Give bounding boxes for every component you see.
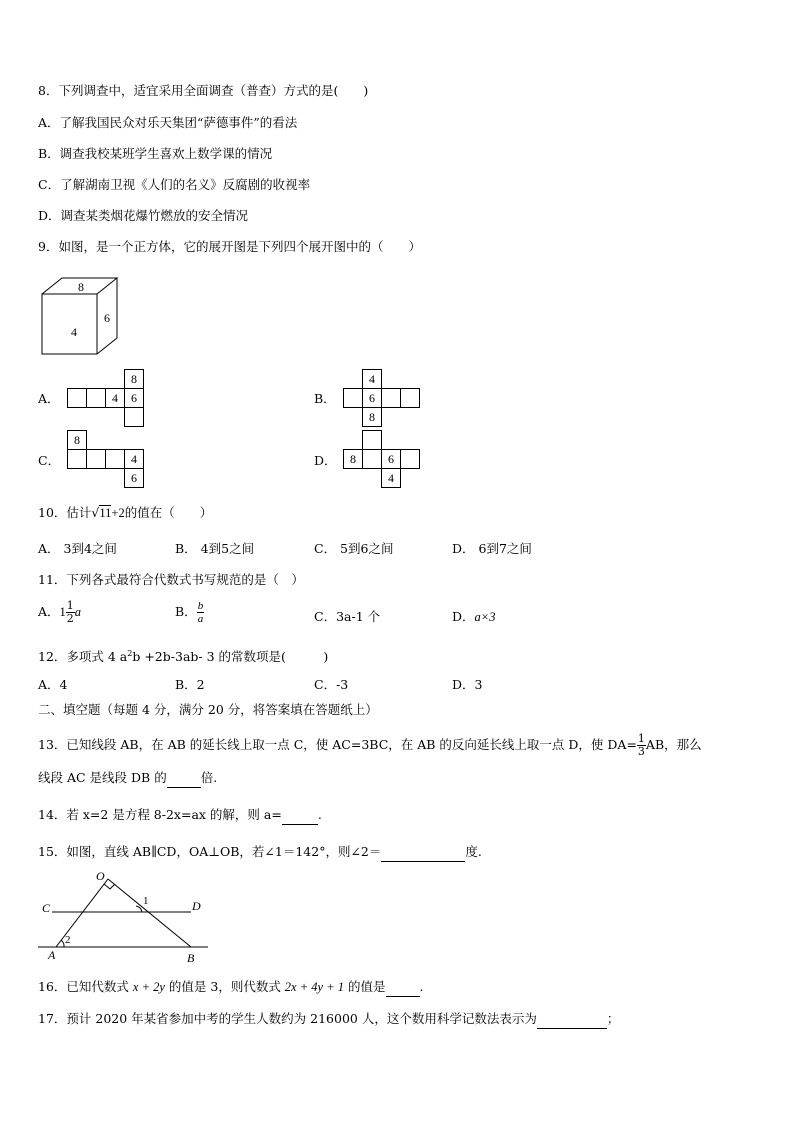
q13-line1-pre: 13．已知线段 AB，在 AB 的延长线上取一点 C，使 AC=3BC，在 AB 的反向延长线上取一点 D，使 DA= <box>38 737 637 752</box>
net-a-cell: 6 <box>125 389 144 408</box>
net-a-cell: 8 <box>125 370 144 389</box>
q17-post: ； <box>606 1011 620 1026</box>
q8-option-d: D．调查某类烟花爆竹燃放的安全情况 <box>38 208 249 223</box>
q16-expr1: x + 2y <box>132 980 165 994</box>
q9-option-c-label: C． <box>38 453 61 468</box>
q10-option-a: A． 3到4之间 <box>38 541 117 556</box>
q10-option-d: D． 6到7之间 <box>452 541 532 556</box>
q11-d-label: D． <box>452 609 475 624</box>
cube-right-label: 6 <box>104 311 110 325</box>
cube-figure <box>40 276 130 358</box>
q12-option-b: B．2 <box>175 677 205 692</box>
q16-mid: 的值是 3，则代数式 <box>164 979 285 994</box>
q12-sup: 2 <box>127 649 133 658</box>
q14-answer-blank[interactable] <box>282 806 318 825</box>
q15-pre: 15．如图，直线 AB∥CD，OA⊥OB，若∠1＝142°，则∠2＝ <box>38 844 382 859</box>
angle-2-label: 2 <box>65 934 71 946</box>
q10-plus: +2 <box>111 506 125 520</box>
q11-b-label: B． <box>175 604 197 619</box>
q12-stem-post: b +2b-3ab- 3 的常数项是( ) <box>132 649 329 665</box>
q13-den: 3 <box>637 745 645 758</box>
q11-a-label: A． <box>38 604 60 619</box>
cube-top-label: 8 <box>78 280 84 294</box>
q10-option-c: C． 5到6之间 <box>314 541 394 556</box>
cube-front-label: 4 <box>71 325 77 339</box>
q9-option-a-label: A． <box>38 391 60 406</box>
net-c-cell: 8 <box>68 431 87 450</box>
net-c-cell: 6 <box>125 469 144 488</box>
q11-a-var: a <box>74 605 82 619</box>
q11-option-d <box>452 608 495 626</box>
q12-stem-pre: 12．多项式 4 a <box>38 649 128 665</box>
q16-answer-blank[interactable] <box>386 978 420 997</box>
q13-num: 1 <box>637 732 645 745</box>
q8-option-c: C．了解湖南卫视《人们的名义》反腐剧的收视率 <box>38 177 311 192</box>
q17 <box>38 1010 619 1029</box>
q16-pre: 16．已知代数式 <box>38 979 133 994</box>
q10-option-b: B． 4到5之间 <box>175 541 255 556</box>
q11-option-b <box>175 600 204 625</box>
net-b <box>343 369 420 427</box>
net-d-cell: 8 <box>344 450 363 469</box>
q12-option-d: D．3 <box>452 677 483 692</box>
q16-post: 的值是 <box>344 979 386 994</box>
q13-answer-blank[interactable] <box>167 769 201 788</box>
q13-fraction <box>637 733 646 758</box>
q11-stem: 11．下列各式最符合代数式书写规范的是（ ） <box>38 572 304 587</box>
parallel-lines-figure <box>36 866 216 966</box>
point-o-label: O <box>96 869 105 883</box>
net-c-cell: 4 <box>125 450 144 469</box>
q11-b-den: a <box>197 613 204 625</box>
q10-suffix: 的值在（ ） <box>124 505 213 520</box>
net-b-cell: 4 <box>363 370 382 389</box>
q11-option-c: C．3a-1 个 <box>314 609 381 624</box>
q8-option-a: A．了解我国民众对乐天集团“萨德事件”的看法 <box>38 115 298 130</box>
q15 <box>38 843 482 862</box>
q8-stem: 8．下列调查中，适宜采用全面调查（普查）方式的是( ) <box>38 83 369 98</box>
q16 <box>38 978 423 997</box>
q13-line1-post: AB，那么 <box>645 737 702 752</box>
q12-stem <box>38 645 328 666</box>
q13-line1 <box>38 733 702 758</box>
net-b-cell: 8 <box>363 408 382 427</box>
q11-a-fraction <box>66 600 75 625</box>
point-d-label: D <box>192 899 201 913</box>
q11-a-den: 2 <box>66 612 74 625</box>
q10-stem <box>38 504 212 522</box>
q12-option-a: A．4 <box>38 677 68 692</box>
q11-b-num: b <box>197 600 204 612</box>
section-heading: 二、填空题（每题 4 分，满分 20 分，将答案填在答题纸上） <box>38 702 378 717</box>
q12-option-c: C．-3 <box>314 677 349 692</box>
q10-radicand: 11 <box>99 506 112 520</box>
q11-a-num: 1 <box>66 599 74 612</box>
q15-answer-blank[interactable] <box>381 843 465 862</box>
net-d-cell: 6 <box>382 450 401 469</box>
q13-line2-post: 倍. <box>200 770 218 785</box>
q9-option-d-label: D． <box>314 453 337 468</box>
q10-prefix: 10．估计 <box>38 505 92 520</box>
q8-option-b: B．调查我校某班学生喜欢上数学课的情况 <box>38 146 273 161</box>
q14-pre: 14．若 x=2 是方程 8-2x=ax 的解，则 a= <box>38 807 282 822</box>
net-d-cell: 4 <box>382 469 401 488</box>
angle-1-label: 1 <box>143 895 149 907</box>
net-a-cell: 4 <box>106 389 125 408</box>
net-a <box>67 369 144 427</box>
point-c-label: C <box>42 901 51 915</box>
q17-pre: 17．预计 2020 年某省参加中考的学生人数约为 216000 人，这个数用科学记数法表示为 <box>38 1011 537 1026</box>
q11-b-fraction <box>197 600 205 625</box>
q9-stem: 9．如图，是一个正方体，它的展开图是下列四个展开图中的（ ） <box>38 239 421 254</box>
q17-answer-blank[interactable] <box>537 1010 607 1029</box>
net-d <box>343 430 420 488</box>
q11-d-expr: a×3 <box>474 610 496 624</box>
q14 <box>38 806 322 825</box>
point-a-label: A <box>48 948 56 962</box>
q11-a-whole: 1 <box>59 605 66 619</box>
sqrt-symbol: √ <box>91 505 100 520</box>
q11-option-a <box>38 600 81 625</box>
q14-post: . <box>317 807 322 822</box>
q16-expr2: 2x + 4y + 1 <box>284 980 345 994</box>
q9-option-b-label: B． <box>314 391 336 406</box>
net-c <box>67 430 144 488</box>
net-b-cell: 6 <box>363 389 382 408</box>
q13-line2 <box>38 769 217 788</box>
q16-end: . <box>419 979 424 994</box>
q15-post: 度. <box>465 844 482 859</box>
point-b-label: B <box>187 951 195 965</box>
q13-line2-pre: 线段 AC 是线段 DB 的 <box>38 770 167 785</box>
